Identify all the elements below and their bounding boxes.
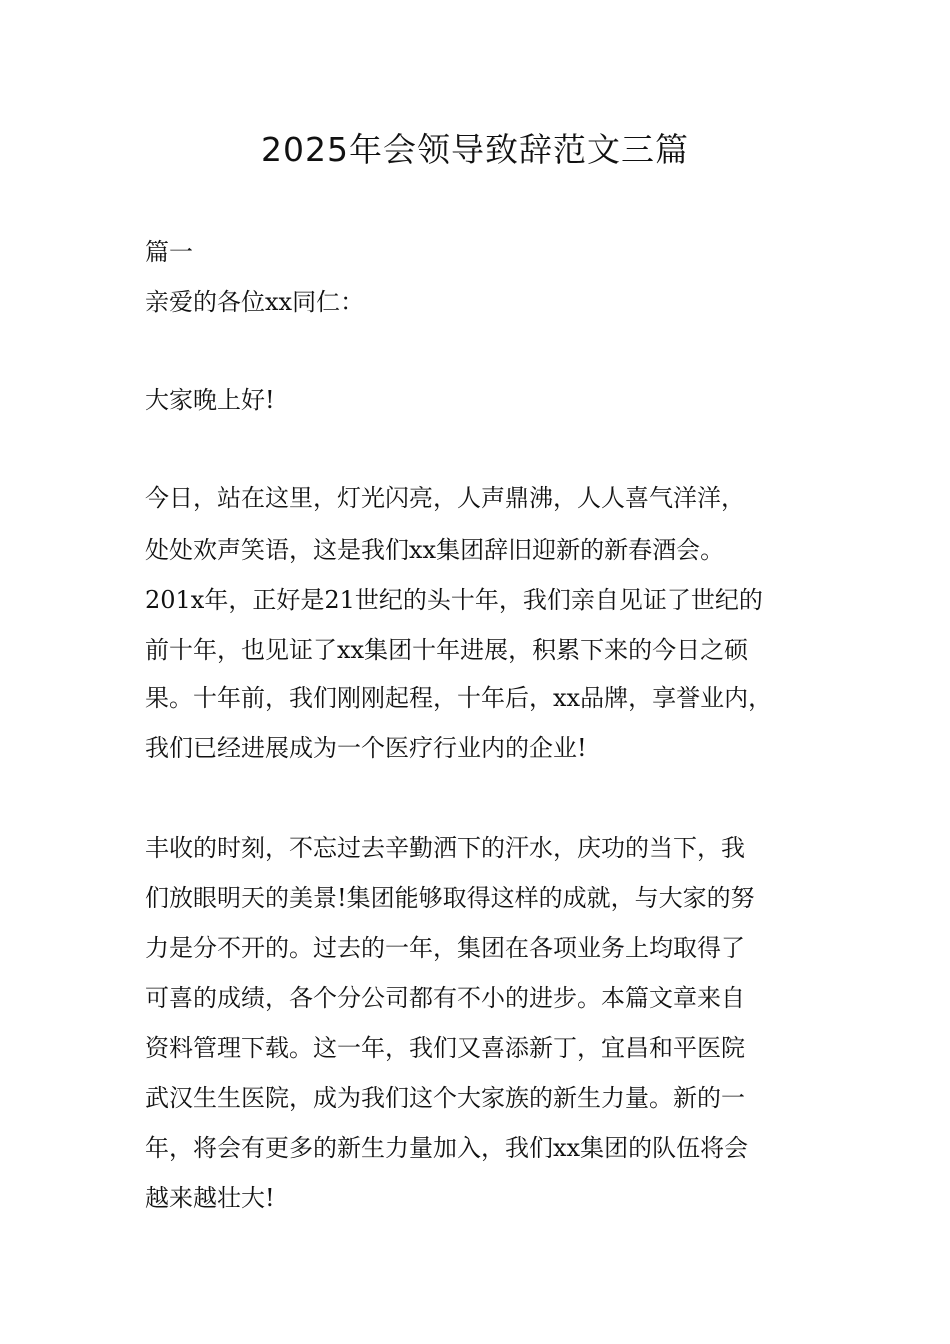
paragraph-1-line: 前十年，也见证了xx集团十年进展，积累下来的今日之硕 (145, 636, 749, 664)
paragraph-2-line: 年，将会有更多的新生力量加入，我们xx集团的队伍将会 (145, 1134, 749, 1162)
paragraph-2-line: 资料管理下载。这一年，我们又喜添新丁，宜昌和平医院 (145, 1034, 745, 1062)
section-label: 篇一 (145, 238, 193, 266)
paragraph-2-line: 武汉生生医院，成为我们这个大家族的新生力量。新的一 (145, 1084, 745, 1112)
paragraph-2-line: 力是分不开的。过去的一年，集团在各项业务上均取得了 (145, 934, 745, 962)
greeting: 大家晚上好! (145, 386, 275, 414)
document-title: 2025年会领导致辞范文三篇 (261, 130, 689, 169)
salutation: 亲爱的各位xx同仁： (145, 288, 365, 316)
paragraph-2-line: 们放眼明天的美景!集团能够取得这样的成就，与大家的努 (145, 884, 755, 912)
paragraph-1-line: 处处欢声笑语，这是我们xx集团辞旧迎新的新春酒会。 (145, 536, 725, 564)
paragraph-2-line: 越来越壮大! (145, 1184, 275, 1212)
paragraph-2-line: 丰收的时刻，不忘过去辛勤洒下的汗水，庆功的当下，我 (145, 834, 745, 862)
paragraph-1-line: 果。十年前，我们刚刚起程，十年后，xx品牌，享誉业内， (145, 684, 773, 712)
paragraph-2-line: 可喜的成绩，各个分公司都有不小的进步。本篇文章来自 (145, 984, 745, 1012)
paragraph-1-line: 我们已经进展成为一个医疗行业内的企业! (145, 734, 587, 762)
paragraph-1-line: 今日，站在这里，灯光闪亮，人声鼎沸，人人喜气洋洋， (145, 484, 745, 512)
paragraph-1-line: 201x年，正好是21世纪的头十年，我们亲自见证了世纪的 (145, 586, 763, 614)
